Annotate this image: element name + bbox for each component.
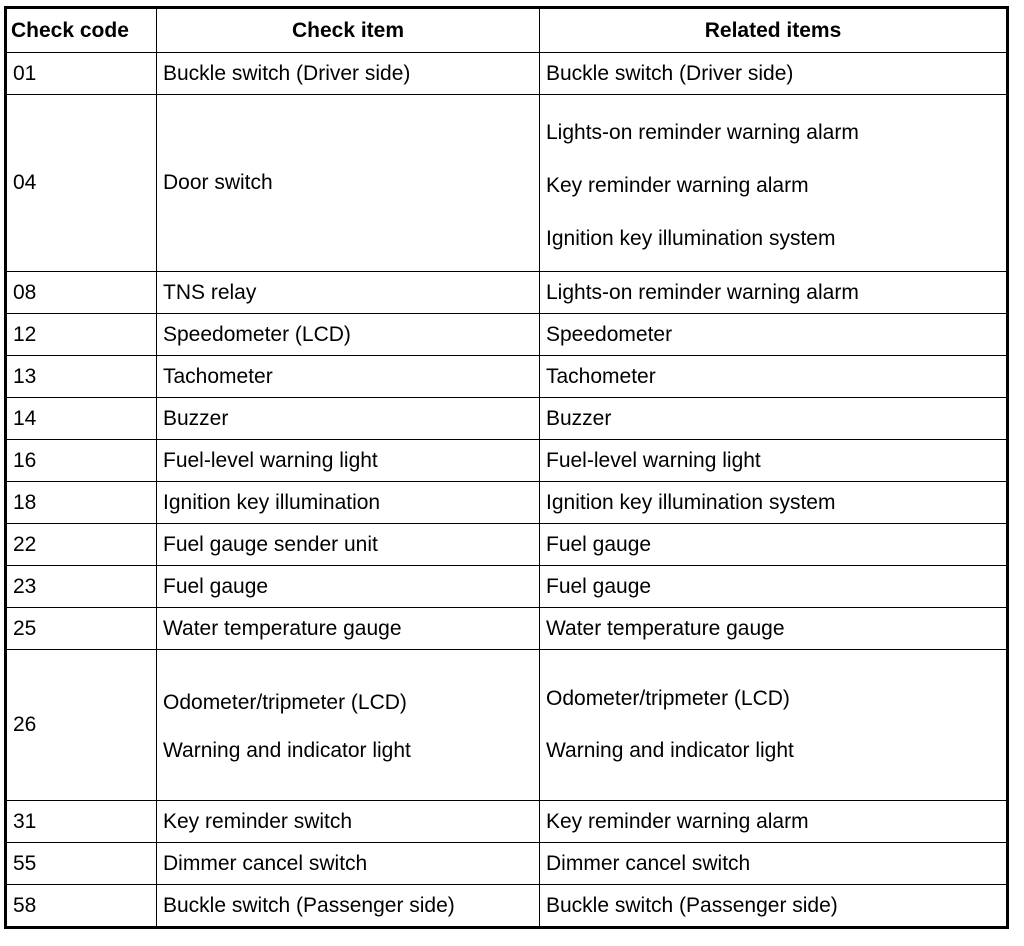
related-items-cell: Speedometer xyxy=(540,314,1008,356)
check-code-cell: 13 xyxy=(6,356,157,398)
related-items-cell: Water temperature gauge xyxy=(540,608,1008,650)
check-item-cell: Buzzer xyxy=(157,398,540,440)
related-items-list xyxy=(546,684,1006,766)
check-item-cell: Fuel gauge xyxy=(157,566,540,608)
related-items-cell: Buckle switch (Passenger side) xyxy=(540,885,1008,928)
related-list-item: Odometer/tripmeter (LCD) xyxy=(546,684,1006,714)
check-list-item: Odometer/tripmeter (LCD) xyxy=(163,688,433,718)
check-item-cell: Speedometer (LCD) xyxy=(157,314,540,356)
table-header-row xyxy=(6,8,1008,53)
table-row xyxy=(6,398,1008,440)
check-code-cell: 25 xyxy=(6,608,157,650)
check-items-list xyxy=(163,688,433,766)
check-item-cell: Door switch xyxy=(157,95,540,272)
table-row xyxy=(6,843,1008,885)
table-row xyxy=(6,440,1008,482)
table-row xyxy=(6,314,1008,356)
check-item-cell: Water temperature gauge xyxy=(157,608,540,650)
related-items-cell: Fuel gauge xyxy=(540,524,1008,566)
table-row xyxy=(6,95,1008,272)
check-code-cell: 26 xyxy=(6,650,157,801)
related-items-cell: Buzzer xyxy=(540,398,1008,440)
related-items-cell xyxy=(540,95,1008,272)
table-row xyxy=(6,482,1008,524)
check-code-cell: 04 xyxy=(6,95,157,272)
check-item-cell: Fuel-level warning light xyxy=(157,440,540,482)
check-item-cell: Tachometer xyxy=(157,356,540,398)
table-row xyxy=(6,885,1008,928)
related-list-item: Warning and indicator light xyxy=(546,736,1006,766)
check-code-cell: 01 xyxy=(6,53,157,95)
check-item-cell: TNS relay xyxy=(157,272,540,314)
related-items-cell: Key reminder warning alarm xyxy=(540,801,1008,843)
check-list-item: Warning and indicator light xyxy=(163,736,433,766)
check-item-cell: Fuel gauge sender unit xyxy=(157,524,540,566)
check-item-cell: Key reminder switch xyxy=(157,801,540,843)
related-items-list xyxy=(546,118,1006,254)
check-code-table xyxy=(4,6,1009,929)
check-code-cell: 22 xyxy=(6,524,157,566)
header-check-code: Check code xyxy=(6,8,157,53)
related-list-item: Key reminder warning alarm xyxy=(546,171,896,201)
related-items-cell: Fuel gauge xyxy=(540,566,1008,608)
check-code-cell: 08 xyxy=(6,272,157,314)
table-row xyxy=(6,53,1008,95)
table-row xyxy=(6,608,1008,650)
header-related-items: Related items xyxy=(540,8,1008,53)
related-items-cell: Dimmer cancel switch xyxy=(540,843,1008,885)
related-items-cell: Fuel-level warning light xyxy=(540,440,1008,482)
check-code-cell: 23 xyxy=(6,566,157,608)
related-items-cell: Tachometer xyxy=(540,356,1008,398)
check-code-cell: 12 xyxy=(6,314,157,356)
related-list-item: Lights-on reminder warning alarm xyxy=(546,118,896,148)
related-items-cell xyxy=(540,650,1008,801)
check-code-cell: 58 xyxy=(6,885,157,928)
check-code-cell: 55 xyxy=(6,843,157,885)
check-code-cell: 16 xyxy=(6,440,157,482)
check-code-cell: 14 xyxy=(6,398,157,440)
table-row xyxy=(6,566,1008,608)
related-items-cell: Lights-on reminder warning alarm xyxy=(540,272,1008,314)
check-item-cell: Buckle switch (Driver side) xyxy=(157,53,540,95)
related-items-cell: Buckle switch (Driver side) xyxy=(540,53,1008,95)
table-row xyxy=(6,801,1008,843)
related-items-cell: Ignition key illumination system xyxy=(540,482,1008,524)
check-code-cell: 18 xyxy=(6,482,157,524)
check-item-cell: Buckle switch (Passenger side) xyxy=(157,885,540,928)
check-code-cell: 31 xyxy=(6,801,157,843)
check-code-document xyxy=(4,6,1006,929)
check-item-cell: Ignition key illumination xyxy=(157,482,540,524)
check-item-cell xyxy=(157,650,540,801)
table-row xyxy=(6,356,1008,398)
related-list-item: Ignition key illumination system xyxy=(546,224,896,254)
check-item-cell: Dimmer cancel switch xyxy=(157,843,540,885)
header-check-item: Check item xyxy=(157,8,540,53)
table-row xyxy=(6,650,1008,801)
table-row xyxy=(6,524,1008,566)
table-row xyxy=(6,272,1008,314)
